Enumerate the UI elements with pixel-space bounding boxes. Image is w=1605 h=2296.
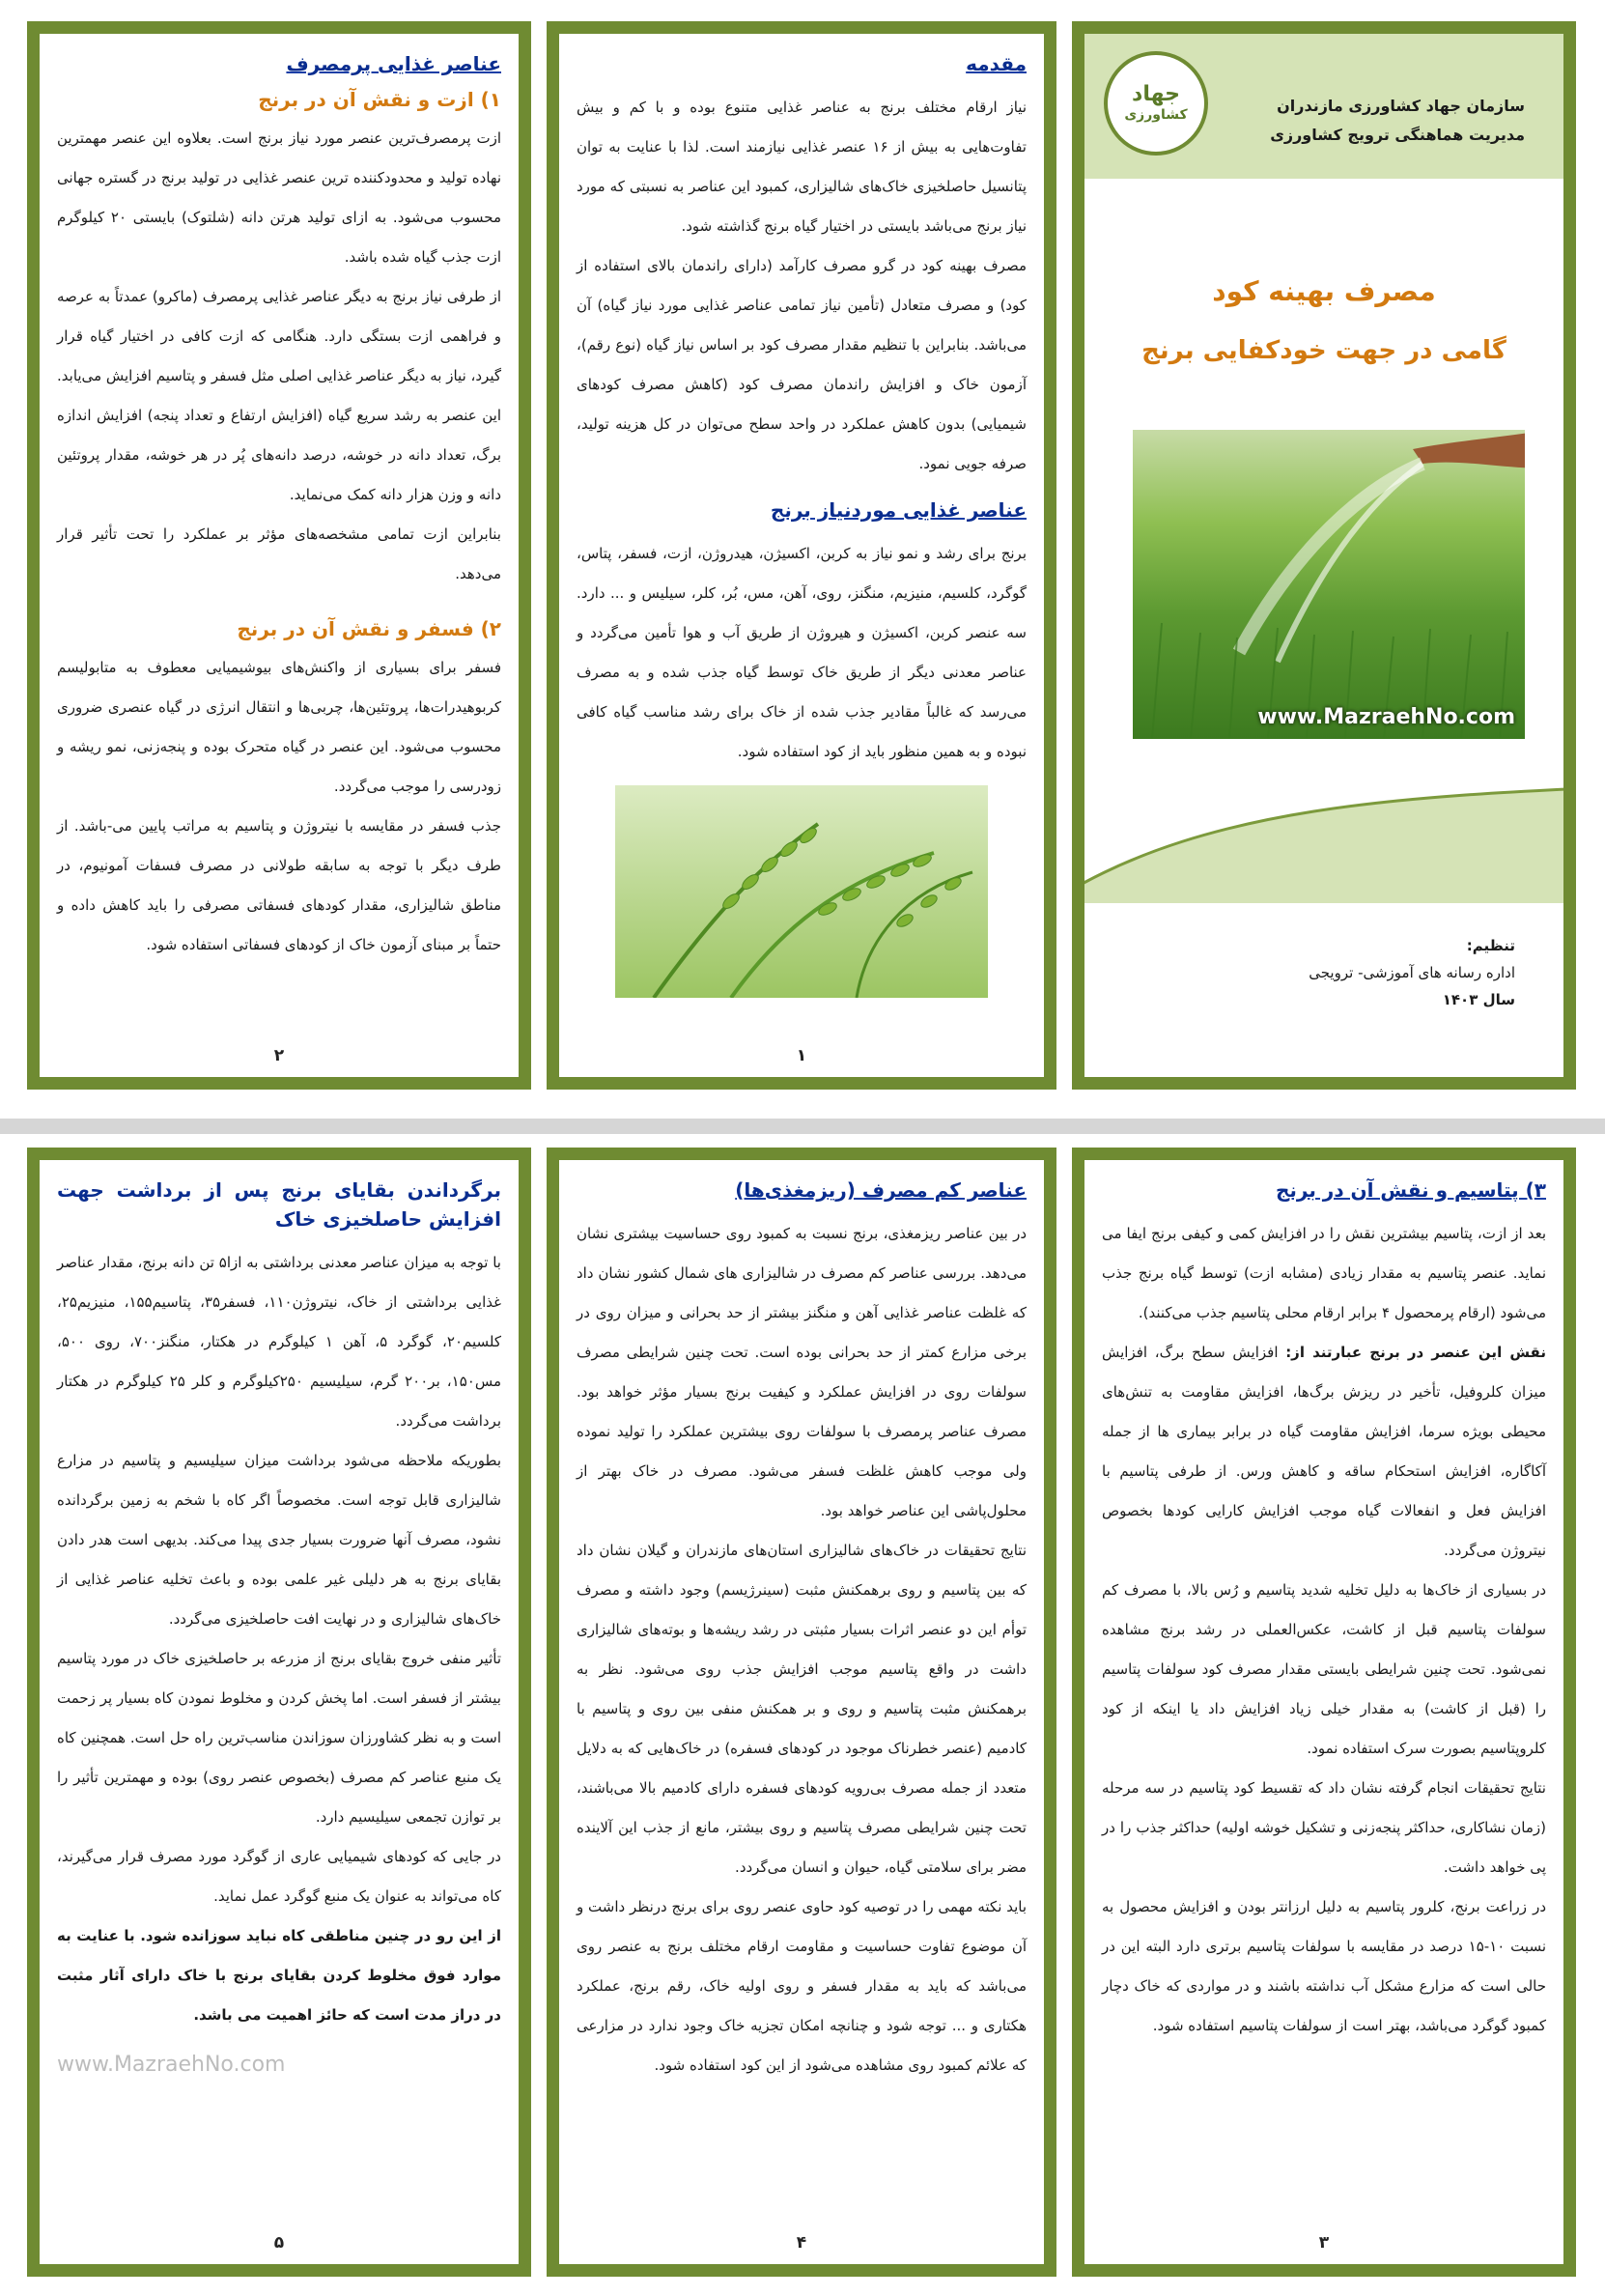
page-number: ۳ <box>1318 2233 1330 2253</box>
logo-word-bottom: کشاورزی <box>1124 107 1188 123</box>
organization-name <box>1270 92 1525 150</box>
nitrogen-paragraph-3: بنابراین ازت تمامی مشخصه‌های مؤثر بر عملکرد را تحت تأثیر قرار می‌دهد. <box>57 525 501 582</box>
rice-residue-paragraph-2: بطوریکه ملاحظه می‌شود برداشت میزان سیلیسیم و پتاسیم در مزارع شالیزاری قابل توجه است. مخصوصاً اگر کاه با شخم به زمین برگردانده نشود، مصرف آنها ضرورت بسیار جدی پیدا می‌کند. بدیهی است هدر دادن بقایای برنج به هر دلیلی غیر علمی بوده و باعث تخلیه عناصر غذایی از خاک‌های شالیزاری و در نهایت افت حاصلخیزی می‌گردد. <box>57 1452 501 1628</box>
photo-watermark: www.MazraehNo.com <box>1257 705 1515 729</box>
rice-residue-paragraph-1: با توجه به میزان عناصر معدنی برداشتی به ازا۵ تن دانه برنج، مقدار عناصر غذایی برداشتی از خاک، نیتروژن۱۱۰، فسفر۳۵، پتاسیم۱۵۵، منیزیم۲۵، کلسیم۲۰، گوگرد ۵، آهن ۱ کیلوگرم در هکتار، منگنز۷۰۰، روی ۵۰۰، مس۱۵۰، بر۲۰۰ گرم، سیلیسیم ۲۵۰کیلوگرم و کلر ۲۵ کیلوگرم در هکتار برداشت می‌گردد. <box>57 1254 502 1430</box>
panel-micronutrients <box>547 1148 1056 2277</box>
page-number: ۲ <box>273 1046 285 1065</box>
macronutrients-heading: عناصر غذایی پرمصرف <box>286 52 501 75</box>
rice-residue-paragraph-4: در جایی که کودهای شیمیایی عاری از گوگرد مورد مصرف قرار می‌گیرند، کاه می‌تواند به عنوان یک منبع گوگرد عمل نماید. <box>57 1848 501 1905</box>
cover-green-wave <box>1072 787 1576 903</box>
potassium-roles-text: افزایش سطح برگ، افزایش میزان کلروفیل، تأخیر در ریزش برگ‌ها، افزایش مقاومت به تنش‌های محیطی بویژه سرما، افزایش مقاومت گیاه در برابر بیماری ها از جمله آکاگاره، افزایش استحکام ساقه و کاهش ورس. از طرفی پتاسیم با افزایش فعل و انفعالات گیاه موجب افزایش کارایی کودها بخصوص نیتروژن می‌گردد. <box>1102 1344 1546 1559</box>
micronutrients-paragraph-1: در بین عناصر ریزمغذی، برنج نسبت به کمبود روی حساسیت بیشتری نشان می‌دهد. بررسی عناصر کم مصرف در شالیزاری های شمال کشور نشان داد که غلظت عناصر غذایی آهن و منگنز بیشتر از حد بحرانی و میزان روی در برخی مزارع کمتر از حد بحرانی بوده است. تحت چنین شرایطی مصرف سولفات روی در افزایش عملکرد و کیفیت برنج بسیار مؤثر خواهد بود. مصرف عناصر پرمصرف با سولفات روی بیشترین عملکرد را تولید نموده ولی موجب کاهش غلظت فسفر می‌شود. مصرف در خاک بهتر از محلول‌پاشی این عناصر خواهد بود. <box>577 1225 1027 1519</box>
brochure-outer-side <box>0 0 1605 1111</box>
introduction-paragraph-2: مصرف بهینه کود در گرو مصرف کارآمد (دارای راندمان بالای استفاده از کود) و مصرف متعادل (تأمین نیاز تمامی عناصر غذایی مورد نیاز گیاه) آن می‌باشد. بنابراین با تنظیم مقدار مصرف کود بر اساس نیاز گیاه (نوع رقم)، آزمون خاک و افزایش راندمان مصرف کود (کاهش مصرف کودهای شیمیایی) بدون کاهش عملکرد در واحد سطح می‌توان در کل هزینه تولید، صرفه جویی نمود. <box>577 257 1027 472</box>
cover-panel <box>1072 21 1576 1090</box>
organization-line-1: سازمان جهاد کشاورزی مازندران <box>1277 97 1525 115</box>
phosphorus-heading: ۲) فسفر و نقش آن در برنج <box>237 617 501 640</box>
sheet-divider <box>0 1119 1605 1134</box>
required-nutrients-heading: عناصر غذایی موردنیاز برنج <box>770 498 1027 522</box>
credit-label: تنظیم: <box>1466 937 1515 954</box>
cover-credits <box>1309 932 1515 1013</box>
potassium-paragraph-4: نتایج تحقیقات انجام گرفته نشان داد که تقسیط کود پتاسیم در سه مرحله (زمان نشاکاری، حداکثر پنجه‌زنی و تشکیل خوشه اولیه) حداکثر جذب را در پی خواهد داشت. <box>1102 1779 1546 1876</box>
introduction-paragraph-1: نیاز ارقام مختلف برنج به عناصر غذایی متنوع بوده و با کم و بیش تفاوت‌هایی به بیش از ۱۶ عنصر غذایی نیازمند است. لذا با عنایت به توان پتانسیل حاصلخیزی خاک‌های شالیزاری، کمبود این عناصر به نسبتی که مورد نیاز برنج می‌باشد بایستی در اختیار گیاه برنج گذاشته شود. <box>577 99 1027 235</box>
page-number: ۴ <box>796 2233 807 2253</box>
jahad-keshavarzi-logo <box>1104 51 1208 156</box>
potassium-roles-paragraph <box>1102 1333 1546 1571</box>
phosphorus-paragraph-1: فسفر برای بسیاری از واکنش‌های بیوشیمیایی معطوف به متابولیسم کربوهیدرات‌ها، پروتئین‌ها، چربی‌ها و انتقال انرژی در گیاه عنصری ضروری محسوب می‌شود. این عنصر در گیاه متحرک بوده و پنجه‌زنی، نمو ریشه و زودرسی را موجب می‌گردد. <box>57 659 501 795</box>
cover-subtitle: گامی در جهت خودکفایی برنج <box>1141 336 1506 365</box>
potassium-heading: ۳) پتاسیم و نقش آن در برنج <box>1275 1178 1546 1202</box>
micronutrients-heading: عناصر کم مصرف (ریزمغذی‌ها) <box>735 1178 1027 1202</box>
potassium-paragraph-5: در زراعت برنج، کلرور پتاسیم به دلیل ارزانتر بودن و افزایش محصول به نسبت ۱۰-۱۵ درصد در مقایسه با سولفات پتاسیم برتری دارد البته این در حالی است که مزارع مشکل آب نداشته باشند و در مواردی که خاک دچار کمبود گوگرد می‌باشد، بهتر است از سولفات پتاسیم استفاده شود. <box>1102 1898 1546 2034</box>
credit-office: اداره رسانه های آموزشی- ترویجی <box>1309 964 1515 981</box>
fertilizer-spreading-photo <box>1133 430 1525 739</box>
panel-rice-residue <box>27 1148 531 2277</box>
credit-year: سال ۱۴۰۳ <box>1442 991 1515 1008</box>
rice-residue-conclusion: از این رو در چنین مناطقی کاه نباید سوزانده شود. با عنایت به موارد فوق مخلوط کردن بقایای برنج با خاک دارای آثار مثبت در دراز مدت است که حائز اهمیت می باشد. <box>57 1927 501 2024</box>
micronutrients-paragraph-3: باید نکته مهمی را در توصیه کود حاوی عنصر روی برای برنج درنظر داشت و آن موضوع تفاوت حساسیت و مقاومت ارقام مختلف برنج به عنصر روی می‌باشد که باید به مقدار فسفر و روی اولیه خاک، رقم برنج، عملکرد هکتاری و ... توجه شود و چنانچه امکان تجزیه خاک وجود ندارد در مزارعی که علائم کمبود روی مشاهده می‌شود از این کود استفاده شود. <box>577 1898 1027 2074</box>
potassium-roles-label: نقش این عنصر در برنج عبارتند از: <box>1285 1344 1546 1361</box>
page-watermark: www.MazraehNo.com <box>57 2053 286 2077</box>
potassium-paragraph-3: در بسیاری از خاک‌ها به دلیل تخلیه شدید پتاسیم و رُس بالا، با مصرف کم سولفات پتاسیم قبل از کاشت، عکس‌العملی در رشد برنج مشاهده نمی‌شود. تحت چنین شرایطی بایستی مقدار مصرف کود سولفات پتاسیم را (قبل از کاشت) به مقدار خیلی زیاد افزایش داد یا اینکه از کود کلروپتاسیم بصورت سرک استفاده نمود. <box>1102 1581 1546 1757</box>
rice-residue-paragraph-3: تأثیر منفی خروج بقایای برنج از مزرعه بر حاصلخیزی خاک در مورد پتاسیم بیشتر از فسفر است. اما پخش کردن و مخلوط نمودن کاه بسیار پر زحمت است و به نظر کشاورزان سوزاندن مناسب‌ترین راه حل است. همچنین کاه یک منبع عناصر کم مصرف (بخصوص عنصر روی) بوده و مهمترین تأثیر را بر توازن تجمعی سیلیسیم دارد. <box>57 1650 501 1826</box>
page-number: ۱ <box>796 1046 807 1065</box>
panel-potassium <box>1072 1148 1576 2277</box>
nitrogen-paragraph-2: از طرفی نیاز برنج به دیگر عناصر غذایی پرمصرف (ماکرو) عمدتاً به عرصه و فراهمی ازت بستگی دارد. هنگامی که ازت کافی در اختیار گیاه قرار گیرد، نیاز به دیگر عناصر غذایی اصلی مثل فسفر و پتاسیم افزایش می‌یابد. این عنصر به رشد سریع گیاه (افزایش ارتفاع و تعداد پنجه) افزایش اندازه برگ، تعداد دانه در خوشه، درصد دانه‌های پُر در هر خوشه، مقدار پروتئین دانه و وزن هزار دانه کمک می‌نماید. <box>57 288 501 503</box>
nitrogen-heading: ۱) ازت و نقش آن در برنج <box>258 88 501 111</box>
cover-title-block <box>1084 275 1563 365</box>
phosphorus-paragraph-2: جذب فسفر در مقایسه با نیتروژن و پتاسیم به مراتب پایین می-باشد. از طرف دیگر با توجه به سابقه طولانی در مصرف فسفات آمونیوم، در مناطق شالیزاری، مقدار کودهای فسفاتی مصرفی را باید کاهش داده و حتماً بر مبنای آزمون خاک از کودهای فسفاتی استفاده شود. <box>57 817 501 953</box>
logo-word-top: جهاد <box>1132 82 1180 106</box>
panel-macronutrients <box>27 21 531 1090</box>
page-number: ۵ <box>273 2233 285 2253</box>
required-nutrients-paragraph: برنج برای رشد و نمو نیاز به کربن، اکسیژن، هیدروژن، ازت، فسفر، پتاس، گوگرد، کلسیم، منیزیم، منگنز، روی، آهن، مس، بُر، کلر، سیلیس و ... دارد. سه عنصر کربن، اکسیژن و هیروژن از طریق آب و هوا تأمین می‌گردد و عناصر معدنی دیگر از طریق خاک توسط گیاه جذب شده و به مصرف می‌رسد که غالباً مقادیر جذب شده از خاک برای رشد مناسب گیاه کافی نبوده و به همین منظور باید از کود استفاده شود. <box>577 545 1027 760</box>
brochure-inner-side <box>0 1138 1605 2296</box>
nitrogen-paragraph-1: ازت پرمصرف‌ترین عنصر مورد نیاز برنج است. بعلاوه این عنصر مهمترین نهاده تولید و محدودکننده ترین عنصر غذایی در تولید برنج در گستره جهانی محسوب می‌شود. به ازای تولید هرتن دانه (شلتوک) بایستی ۲۰ کیلوگرم ازت جذب گیاه شده باشد. <box>57 129 501 266</box>
introduction-heading: مقدمه <box>966 52 1027 75</box>
potassium-paragraph-1: بعد از ازت، پتاسیم بیشترین نقش را در افزایش کمی و کیفی برنج ایفا می نماید. عنصر پتاسیم به مقدار زیادی (مشابه ازت) توسط گیاه برنج جذب می‌شود (ارقام پرمحصول ۴ برابر ارقام محلی پتاسیم جذب می‌کنند). <box>1102 1225 1546 1321</box>
rice-field-illustration <box>1133 430 1525 739</box>
organization-line-2: مدیریت هماهنگی ترویج کشاورزی <box>1270 126 1525 144</box>
micronutrients-paragraph-2: نتایج تحقیقات در خاک‌های شالیزاری استان‌های مازندران و گیلان نشان داد که بین پتاسیم و روی برهمکنش مثبت (سینرژیسم) وجود داشته و مصرف توأم این دو عنصر اثرات بسیار مثبتی در رشد ریشه‌ها و بوته‌های شالیزاری داشت در واقع پتاسیم موجب افزایش جذب روی می‌شود. نظر به برهمکنش مثبت پتاسیم و روی و بر همکنش منفی بین روی و پتاسیم با کادمیم (عنصر خطرناک موجود در کودهای فسفره) در خاک‌هایی که به دلایل متعدد از جمله مصرف بی‌رویه کودهای فسفره دارای کادمیم بالا می‌باشند، تحت چنین شرایطی مصرف پتاسیم و روی بیشتر، مانع از جذب این آلاینده مضر برای سلامتی گیاه، حیوان و انسان می‌گردد. <box>577 1542 1027 1876</box>
rice-panicle-photo <box>615 785 988 1002</box>
panel-introduction <box>547 21 1056 1090</box>
rice-residue-heading: برگرداندن بقایای برنج پس از برداشت جهت افزایش حاصلخیزی خاک <box>57 1178 501 1231</box>
cover-title: مصرف بهینه کود <box>1212 275 1436 307</box>
rice-panicle-illustration <box>615 785 988 998</box>
